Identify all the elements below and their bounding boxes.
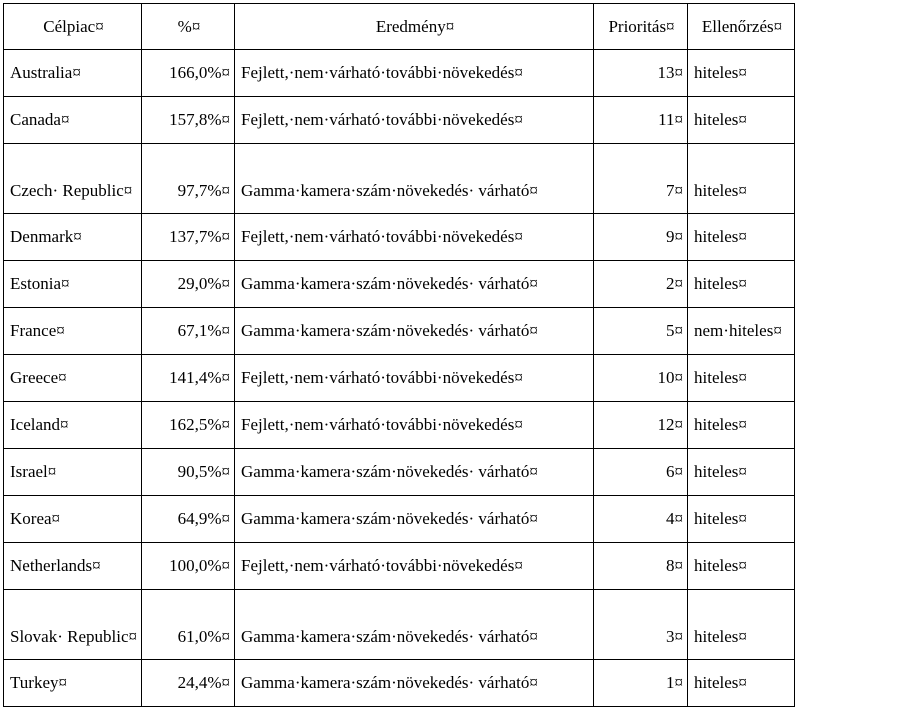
cell-result: Fejlett,·nem·várható·további·növekedés¤ [235,402,594,449]
table-row [4,402,795,449]
table-row [4,50,795,97]
cell-check: hiteles¤ [688,355,795,402]
cell-priority: 3¤ [594,590,688,660]
cell-country: France¤ [4,308,142,355]
cell-country: Czech· Republic¤ [4,144,142,214]
header-percent: %¤ [142,4,235,50]
cell-result: Gamma·kamera·szám·növekedés· várható¤ [235,496,594,543]
cell-country: Korea¤ [4,496,142,543]
cell-percent: 90,5%¤ [142,449,235,496]
table-row [4,214,795,261]
header-priority: Prioritás¤ [594,4,688,50]
cell-priority: 8¤ [594,543,688,590]
cell-result: Fejlett,·nem·várható·további·növekedés¤ [235,543,594,590]
cell-country: Israel¤ [4,449,142,496]
cell-priority: 9¤ [594,214,688,261]
cell-country: Estonia¤ [4,261,142,308]
cell-priority: 12¤ [594,402,688,449]
cell-country: Australia¤ [4,50,142,97]
table-row [4,144,795,214]
table-row [4,590,795,660]
table-row [4,496,795,543]
cell-country: Turkey¤ [4,660,142,707]
table-header-row [4,4,795,50]
cell-country: Canada¤ [4,97,142,144]
cell-country: Iceland¤ [4,402,142,449]
cell-result: Gamma·kamera·szám·növekedés· várható¤ [235,660,594,707]
cell-check: hiteles¤ [688,590,795,660]
cell-check: nem·hiteles¤ [688,308,795,355]
cell-result: Gamma·kamera·szám·növekedés· várható¤ [235,261,594,308]
cell-result: Gamma·kamera·szám·növekedés· várható¤ [235,590,594,660]
cell-priority: 5¤ [594,308,688,355]
cell-country: Greece¤ [4,355,142,402]
table-row [4,261,795,308]
table-row [4,355,795,402]
cell-percent: 64,9%¤ [142,496,235,543]
cell-result: Fejlett,·nem·várható·további·növekedés¤ [235,97,594,144]
cell-percent: 97,7%¤ [142,144,235,214]
cell-check: hiteles¤ [688,402,795,449]
cell-percent: 29,0%¤ [142,261,235,308]
cell-check: hiteles¤ [688,144,795,214]
cell-priority: 13¤ [594,50,688,97]
cell-priority: 1¤ [594,660,688,707]
table-row [4,449,795,496]
cell-priority: 10¤ [594,355,688,402]
cell-check: hiteles¤ [688,543,795,590]
cell-result: Gamma·kamera·szám·növekedés· várható¤ [235,308,594,355]
cell-percent: 137,7%¤ [142,214,235,261]
cell-country: Netherlands¤ [4,543,142,590]
cell-priority: 6¤ [594,449,688,496]
cell-percent: 141,4%¤ [142,355,235,402]
cell-check: hiteles¤ [688,97,795,144]
cell-priority: 2¤ [594,261,688,308]
cell-country: Slovak· Republic¤ [4,590,142,660]
cell-percent: 61,0%¤ [142,590,235,660]
cell-percent: 100,0%¤ [142,543,235,590]
cell-check: hiteles¤ [688,50,795,97]
cell-check: hiteles¤ [688,214,795,261]
data-table [3,3,795,707]
cell-result: Fejlett,·nem·várható·további·növekedés¤ [235,214,594,261]
cell-result: Gamma·kamera·szám·növekedés· várható¤ [235,144,594,214]
cell-priority: 4¤ [594,496,688,543]
table-row [4,308,795,355]
cell-result: Gamma·kamera·szám·növekedés· várható¤ [235,449,594,496]
cell-check: hiteles¤ [688,660,795,707]
cell-priority: 11¤ [594,97,688,144]
cell-percent: 166,0%¤ [142,50,235,97]
table-row [4,97,795,144]
cell-result: Fejlett,·nem·várható·további·növekedés¤ [235,50,594,97]
cell-check: hiteles¤ [688,261,795,308]
table-row [4,660,795,707]
cell-percent: 24,4%¤ [142,660,235,707]
cell-percent: 67,1%¤ [142,308,235,355]
cell-percent: 157,8%¤ [142,97,235,144]
cell-country: Denmark¤ [4,214,142,261]
table-row [4,543,795,590]
cell-check: hiteles¤ [688,449,795,496]
header-result: Eredmény¤ [235,4,594,50]
cell-priority: 7¤ [594,144,688,214]
cell-check: hiteles¤ [688,496,795,543]
cell-result: Fejlett,·nem·várható·további·növekedés¤ [235,355,594,402]
header-country: Célpiac¤ [4,4,142,50]
cell-percent: 162,5%¤ [142,402,235,449]
header-check: Ellenőrzés¤ [688,4,795,50]
